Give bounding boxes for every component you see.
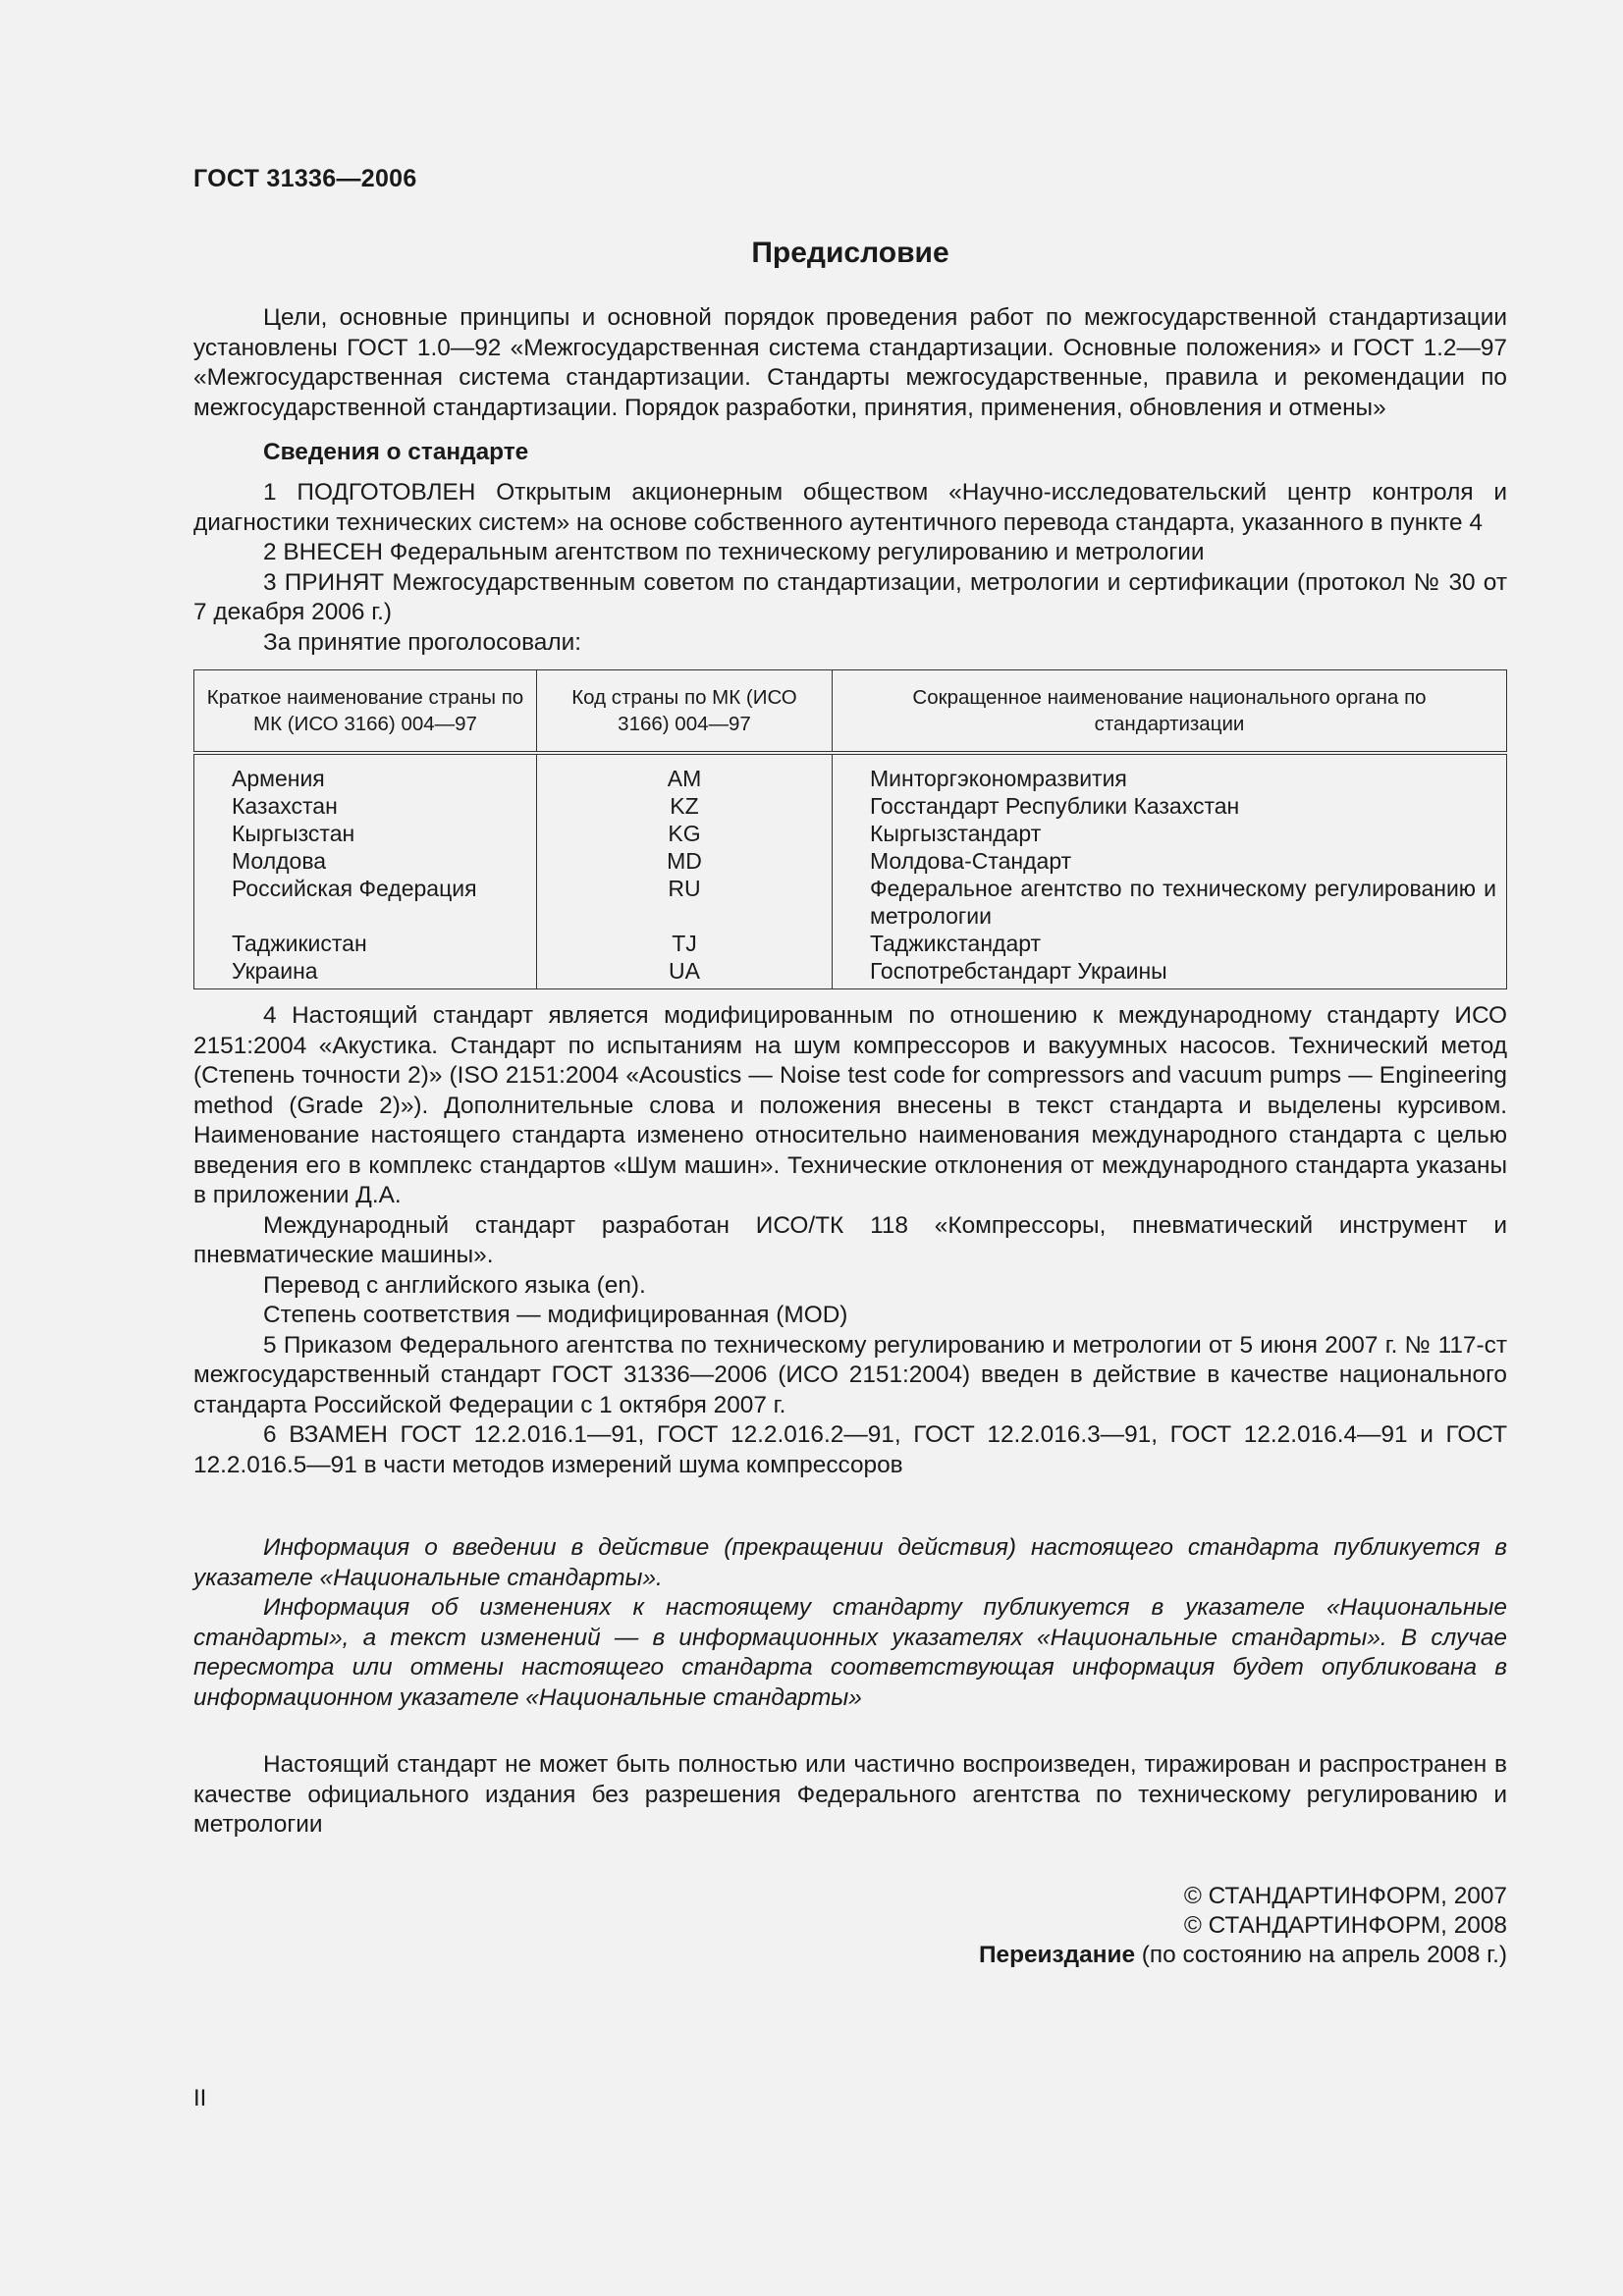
table-header-row	[194, 670, 1507, 754]
table-cell-code: MD	[537, 847, 833, 875]
section-heading: Сведения о стандарте	[263, 439, 529, 465]
item-4-paragraph: 4 Настоящий стандарт является модифицированным по отношению к международному стандарту ИСО 2151:2004 «Акустика. Стандарт по испытаниям на шум компрессоров и вакуумных насосов. Технический метод (Степень точности 2)» (ISO 2151:2004 «Acoustics — Noise test code for compressors and vacuum pumps — Engineering method (Grade 2)»). Дополнительные слова и положения внесены в текст стандарта и выделены курсивом. Наименование настоящего стандарта изменено относительно наименования международного стандарта с целью введения его в комплекс стандартов «Шум машин». Технические отклонения от международного стандарта указаны в приложении Д.А.	[193, 1002, 1507, 1208]
copyright-line-2: © СТАНДАРТИНФОРМ, 2008	[1183, 1911, 1507, 1939]
item-6-paragraph: 6 ВЗАМЕН ГОСТ 12.2.016.1—91, ГОСТ 12.2.016.2—91, ГОСТ 12.2.016.3—91, ГОСТ 12.2.016.4—91 и ГОСТ 12.2.016.5—91 в части методов измерений шума компрессоров	[193, 1421, 1507, 1478]
table-header-code: Код страны по МК (ИСО 3166) 004—97	[537, 670, 833, 754]
table-cell-country: Казахстан	[194, 792, 537, 820]
page-title: Предисловие	[751, 237, 949, 269]
intro-paragraph: Цели, основные принципы и основной порядок проведения работ по межгосударственной стандартизации установлены ГОСТ 1.0—92 «Межгосударственная система стандартизации. Основные положения» и ГОСТ 1.2—97 «Межгосударственная система стандартизации. Стандарты межгосударственные, правила и рекомендации по межгосударственной стандартизации. Порядок разработки, принятия, применения, обновления и отмены»	[193, 304, 1507, 421]
table-cell-code: TJ	[537, 930, 833, 957]
item-5-paragraph: 5 Приказом Федерального агентства по техническому регулированию и метрологии от 5 июня 2007 г. № 117-ст межгосударственный стандарт ГОСТ 31336—2006 (ИСО 2151:2004) введен в действие в качестве национального стандарта Российской Федерации с 1 октября 2007 г.	[193, 1331, 1507, 1418]
table-cell-body: Минторгэкономразвития	[833, 753, 1507, 792]
table-cell-body: Госстандарт Республики Казахстан	[833, 792, 1507, 820]
table-cell-code: RU	[537, 875, 833, 930]
item-2-paragraph: 2 ВНЕСЕН Федеральным агентством по техническому регулированию и метрологии	[263, 539, 1205, 565]
table-cell-body: Кыргызстандарт	[833, 820, 1507, 847]
item-3-paragraph: 3 ПРИНЯТ Межгосударственным советом по стандартизации, метрологии и сертификации (протокол № 30 от 7 декабря 2006 г.)	[193, 568, 1507, 625]
item-4-conformity: Степень соответствия — модифицированная (MOD)	[263, 1302, 848, 1328]
reissue-note: (по состоянию на апрель 2008 г.)	[1135, 1941, 1507, 1968]
table-cell-body: Молдова-Стандарт	[833, 847, 1507, 875]
table-row	[194, 847, 1507, 875]
table-row	[194, 792, 1507, 820]
table-cell-country: Украина	[194, 957, 537, 989]
table-cell-code: KG	[537, 820, 833, 847]
item-1-paragraph: 1 ПОДГОТОВЛЕН Открытым акционерным обществом «Научно-исследовательский центр контроля и диагностики технических систем» на основе собственного аутентичного перевода стандарта, указанного в пункте 4	[193, 479, 1507, 536]
info-paragraph-2: Информация об изменениях к настоящему стандарту публикуется в указателе «Национальные стандарты», а текст изменений — в информационных указателях «Национальные стандарты». В случае пересмотра или отмены настоящего стандарта соответствующая информация будет опубликована в информационном указателе «Национальные стандарты»	[193, 1594, 1507, 1711]
table-cell-country: Молдова	[194, 847, 537, 875]
document-header: ГОСТ 31336—2006	[193, 165, 417, 192]
item-4-developed: Международный стандарт разработан ИСО/ТК 118 «Компрессоры, пневматический инструмент и пневматические машины».	[193, 1211, 1507, 1268]
copyright-line-1: © СТАНДАРТИНФОРМ, 2007	[1183, 1882, 1507, 1909]
reissue-line	[193, 1941, 1507, 1970]
table-cell-code: KZ	[537, 792, 833, 820]
info-paragraph-1: Информация о введении в действие (прекращении действия) настоящего стандарта публикуется в указателе «Национальные стандарты».	[193, 1534, 1507, 1591]
table-row	[194, 875, 1507, 930]
table-row	[194, 820, 1507, 847]
table-cell-body: Федеральное агентство по техническому регулированию и метрологии	[833, 875, 1507, 930]
page-number: II	[193, 2085, 207, 2111]
table-row	[194, 930, 1507, 957]
table-header-country: Краткое наименование страны по МК (ИСО 3166) 004—97	[194, 670, 537, 754]
table-cell-code: AM	[537, 753, 833, 792]
table-row	[194, 753, 1507, 792]
table-row	[194, 957, 1507, 989]
table-cell-code: UA	[537, 957, 833, 989]
table-cell-country: Российская Федерация	[194, 875, 537, 930]
table-cell-country: Армения	[194, 753, 537, 792]
table-cell-country: Таджикистан	[194, 930, 537, 957]
copyright-block	[193, 1882, 1507, 1970]
info-block	[193, 1533, 1507, 1713]
page-content	[193, 165, 1507, 1970]
reproduction-notice: Настоящий стандарт не может быть полностью или частично воспроизведен, тиражирован и распространен в качестве официального издания без разрешения Федерального агентства по техническому регулированию и метрологии	[193, 1751, 1507, 1838]
voted-label: За принятие проголосовали:	[263, 628, 581, 656]
table-cell-body: Таджикстандарт	[833, 930, 1507, 957]
table-cell-country: Кыргызстан	[194, 820, 537, 847]
voting-table	[193, 669, 1507, 989]
reissue-label: Переиздание	[979, 1941, 1136, 1968]
table-cell-body: Госпотребстандарт Украины	[833, 957, 1507, 989]
item-4-translation: Перевод с английского языка (en).	[263, 1271, 646, 1299]
table-header-body: Сокращенное наименование национального органа по стандартизации	[833, 670, 1507, 754]
